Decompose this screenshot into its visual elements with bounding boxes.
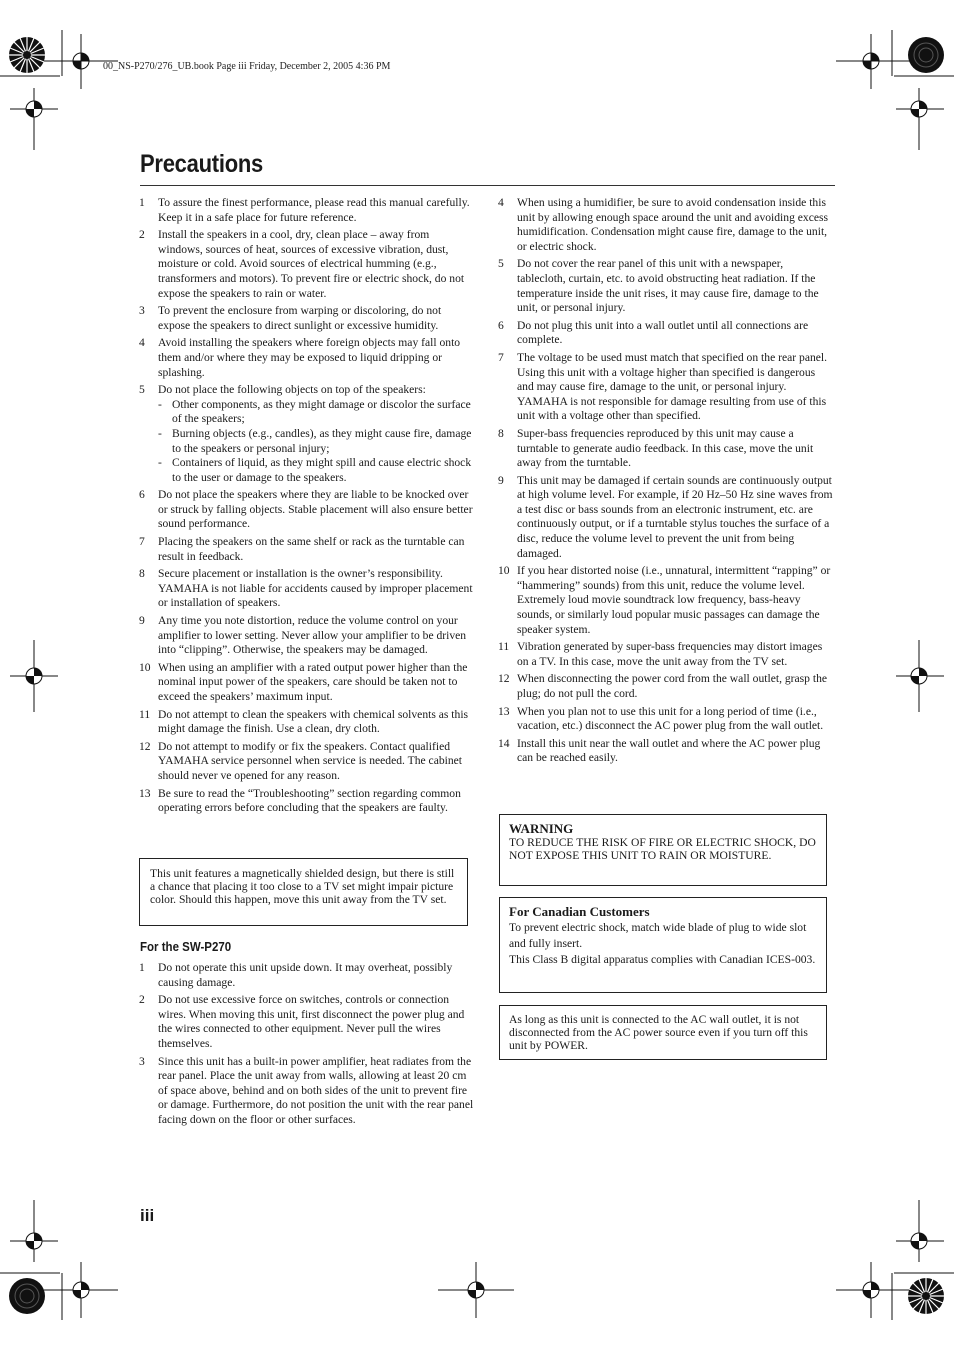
item-number: 8 [139,567,145,581]
sw-section-heading: For the SW-P270 [140,940,232,954]
item-text: Secure placement or installation is the owner’s responsibility. YAMAHA is not liable for accidents caused by improper placement or installation of speakers. [158,567,473,610]
item-number: 7 [139,535,145,549]
power-note-text: As long as this unit is connected to the AC wall outlet, it is not disconnected from the AC power source even if you turn off this unit by POWER. [509,1013,808,1052]
page-number: iii [140,1206,155,1225]
list-item [139,196,474,225]
list-item [139,661,474,705]
list-item [139,993,474,1051]
list-item [498,196,834,254]
list-item [498,737,834,766]
item-number: 3 [139,1054,145,1068]
sw-column [139,961,474,1131]
item-number: 8 [498,426,504,440]
sub-item-text: Other components, as they might damage or discolor the surface of the speakers; [172,397,471,426]
list-item [139,787,474,816]
list-item [498,474,834,562]
dash-bullet: - [158,456,162,470]
item-text: Do not attempt to clean the speakers with chemical solvents as this might damage the finish. Use a clean, dry cloth. [158,707,469,736]
item-text: Do not cover the rear panel of this unit with a newspaper, tablecloth, curtain, etc. to avoid obstructing heat radiation. If the temperature inside the unit rises, it may cause fire, damage to the unit, or personal injury. [517,257,819,315]
list-item [498,672,834,701]
right-column [498,196,834,769]
precautions-list-left [139,196,474,816]
item-text: When you plan not to use this unit for a long period of time (i.e., vacation, etc.) disconnect the AC power plug from the wall outlet. [517,704,824,733]
item-text: Super-bass frequencies reproduced by this unit may cause a turntable to generate audio feedback. In this case, move the unit away from the turntable. [517,426,814,470]
list-item [139,614,474,658]
sub-list-item [158,427,474,456]
sub-item-text: Containers of liquid, as they might spill and cause electric shock to the user or damage to the speakers. [172,456,472,484]
item-number: 12 [498,672,510,686]
list-item [139,740,474,784]
item-number: 13 [498,704,510,718]
item-number: 4 [498,196,504,209]
shield-note-box [139,858,468,926]
left-column [139,196,474,819]
list-item [139,567,474,611]
list-item [139,961,474,990]
list-item [139,488,474,532]
item-number: 10 [498,564,510,578]
list-item [498,351,834,424]
item-text: Install this unit near the wall outlet and where the AC power plug can be reached easily. [517,736,821,765]
list-item [139,1055,474,1128]
item-number: 11 [498,640,510,654]
list-item [139,708,474,737]
item-text: Do not operate this unit upside down. It may overheat, possibly causing damage. [158,961,453,989]
item-text: When using an amplifier with a rated output power higher than the nominal input power of the speakers, care should be taken not to exceed the speakers’ maximum input. [158,660,468,703]
item-number: 11 [139,707,151,721]
list-item [139,304,474,333]
canadian-text-2: This Class B digital apparatus complies with Canadian ICES-003. [509,953,816,966]
item-number: 13 [139,786,151,800]
item-text: Do not attempt to modify or fix the speakers. Contact qualified YAMAHA service personnel when service is needed. The cabinet should never ve opened for any reason. [158,739,463,782]
item-text: Placing the speakers on the same shelf or rack as the turntable can result in feedback. [158,535,465,563]
item-number: 12 [139,739,151,753]
shield-note-text: This unit features a magnetically shielded design, but there is still a chance that placing it too close to a TV set might impair picture color. Should this happen, move this unit away from the TV set. [150,867,455,906]
item-text-block [158,383,474,485]
item-text: This unit may be damaged if certain sounds are continuously output at high volume level. For example, if 20 Hz–50 Hz sine waves from a test disc or bass sounds from an electronic instrument, etc. are continuously output, or if a turntable stylus touches the surface of a disc, reduce the volume level to prevent the unit from being damaged. [517,473,833,560]
item-text: Be sure to read the “Troubleshooting” section regarding common operating errors before concluding that the speakers are faulty. [158,786,461,815]
item-text: If you hear distorted noise (i.e., unnatural, intermittent “rapping” or “hammering” sounds) from this unit, reduce the volume level. Extremely loud movie soundtrack low frequency, bass-heavy sounds, or similarly loud popular music passages can damage the speaker system. [517,564,831,636]
canadian-title: For Canadian Customers [509,904,650,919]
item-number: 5 [139,383,145,397]
item-text: Avoid installing the speakers where foreign objects may fall onto them and/or where they may be exposed to liquid dripping or splashing. [158,336,461,379]
list-item [498,705,834,734]
item-text: To assure the finest performance, please read this manual carefully. Keep it in a safe place for future reference. [158,196,470,224]
list-item [498,640,834,669]
list-item [498,564,834,637]
sub-item-text: Burning objects (e.g., candles), as they might cause fire, damage to the speakers or personal injury; [172,426,472,455]
item-text: Any time you note distortion, reduce the volume control on your amplifier to lower setting. Never allow your amplifier to be driven into “clipping”. Otherwise, the speakers may be damaged. [158,614,467,657]
list-item [139,336,474,380]
list-item [498,257,834,315]
item-number: 2 [139,993,145,1007]
dash-bullet: - [158,397,162,411]
canadian-box [499,897,827,993]
list-item [498,319,834,348]
item-number: 2 [139,228,145,242]
sub-list-item [158,456,474,485]
item-number: 3 [139,304,145,318]
item-number: 6 [139,488,145,502]
precautions-list-right [498,196,834,766]
item-text: The voltage to be used must match that specified on the rear panel. Using this unit with a voltage higher than specified is dangerous and may cause fire, damage to the unit, or personal injury. YAMAHA is not responsible for damage resulting from use of this unit with a voltage other than specified. [517,350,828,423]
item-text: When using a humidifier, be sure to avoid condensation inside this unit by allowing enough space around the unit and avoiding excess humidification. Condensation might cause fire, damage to the unit, or electric shock. [517,196,829,253]
list-item [498,427,834,471]
sub-list-item [158,398,474,427]
item-number: 9 [139,614,145,628]
warning-text: TO REDUCE THE RISK OF FIRE OR ELECTRIC SHOCK, DO NOT EXPOSE THIS UNIT TO RAIN OR MOISTURE. [509,836,816,862]
list-item [139,383,474,485]
item-text: Since this unit has a built-in power amplifier, heat radiates from the rear panel. Place the unit away from walls, allowing at least 20 cm of space above, behind and on both sides of the unit to prevent fire or damage. Furthermore, do not position the unit with the rear panel facing down on the floor or other surfaces. [158,1054,474,1126]
item-number: 6 [498,318,504,332]
item-text: Do not place the speakers where they are liable to be knocked over or struck by falling objects. Stable placement will also ensure better sound performance. [158,488,473,531]
item-number: 7 [498,350,504,364]
warning-title: WARNING [509,821,574,836]
list-item [139,535,474,564]
item-number: 1 [139,961,145,974]
item-text: Do not use excessive force on switches, controls or connection wires. When moving this unit, first disconnect the power plug and the wires connected to other equipment. Never pull the wires themselves. [158,993,465,1050]
title-rule [140,185,835,186]
item-text: Install the speakers in a cool, dry, clean place – away from windows, sources of heat, sources of excessive vibration, dust, moisture or cold. Avoid sources of electrical humming (e.g., transformers and motors). To prevent fire or electric shock, do not expose the speakers to rain or water. [158,228,465,300]
item-number: 1 [139,196,145,209]
item-text: Do not place the following objects on top of the speakers: [158,383,426,397]
item-text: When disconnecting the power cord from the wall outlet, grasp the plug; do not pull the cord. [517,672,828,700]
item-text: To prevent the enclosure from warping or discoloring, do not expose the speakers to direct sunlight or excessive humidity. [158,304,442,332]
item-text: Do not plug this unit into a wall outlet until all connections are complete. [517,318,809,347]
list-item [139,228,474,301]
sub-list [158,398,474,486]
power-note-box [499,1005,827,1060]
item-number: 4 [139,336,145,350]
file-header: 00_NS-P270/276_UB.book Page iii Friday, December 2, 2005 4:36 PM [103,61,391,72]
warning-box [499,814,827,886]
item-number: 9 [498,473,504,487]
canadian-text-1: To prevent electric shock, match wide blade of plug to wide slot and fully insert. [509,921,807,950]
page-title: Precautions [140,150,264,178]
item-number: 14 [498,736,510,750]
item-text: Vibration generated by super-bass frequencies may distort images on a TV. In this case, move the unit away from the TV set. [517,640,823,668]
dash-bullet: - [158,426,162,440]
sw-list [139,961,474,1128]
item-number: 10 [139,660,151,674]
item-number: 5 [498,257,504,271]
